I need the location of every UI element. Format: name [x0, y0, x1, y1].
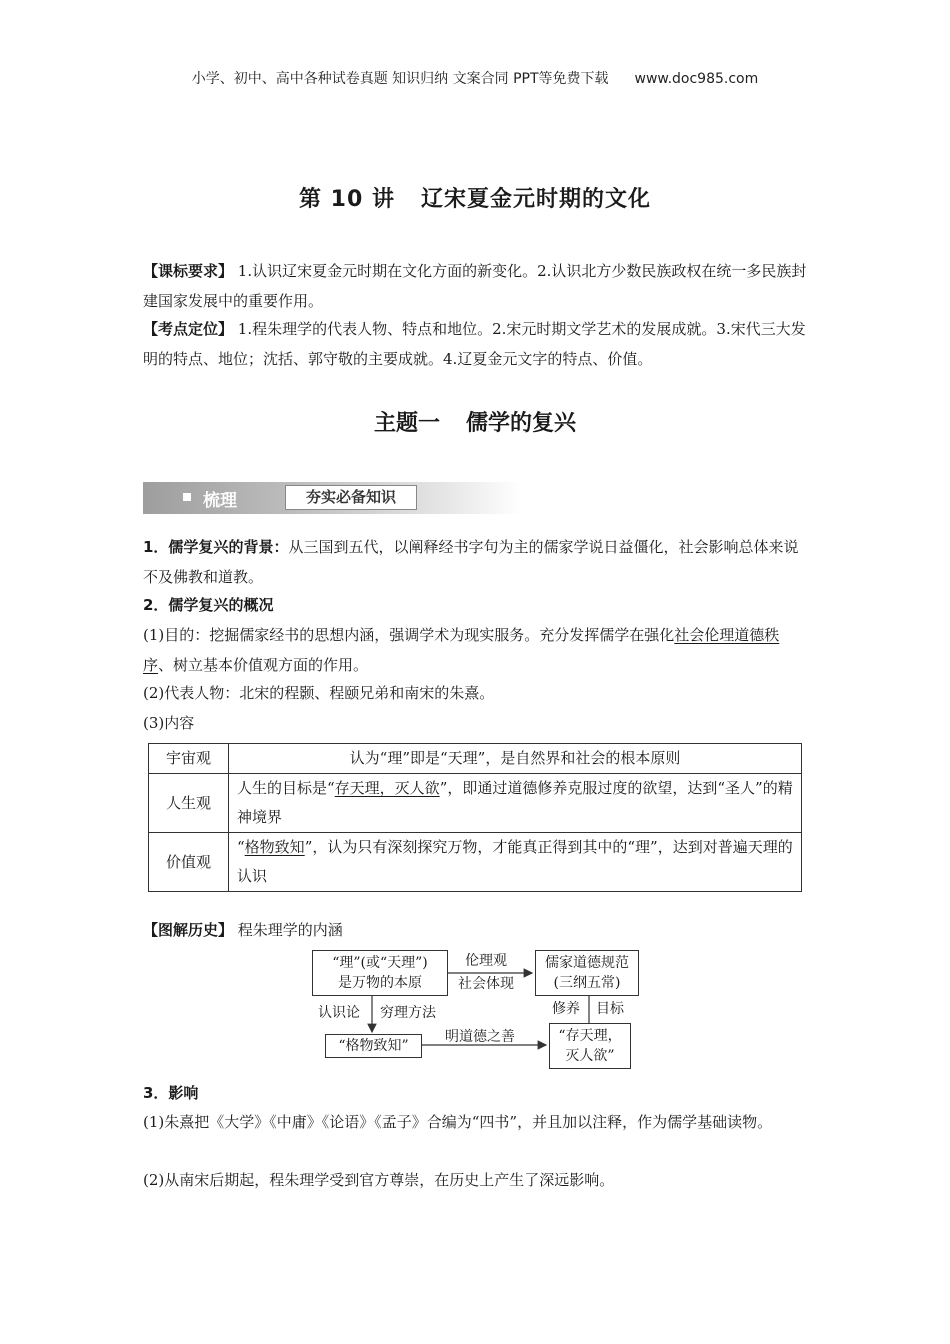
illustration-tag: 【图解历史】	[143, 921, 234, 939]
table-row	[149, 744, 802, 774]
representatives-paragraph: (2)代表人物：北宋的程颢、程颐兄弟和南宋的朱熹。	[143, 684, 495, 702]
header-text: 小学、初中、高中各种试卷真题 知识归纳 文案合同 PPT等免费下载	[191, 71, 609, 87]
purpose-text-b: 、树立基本价值观方面的作用。	[158, 656, 369, 674]
purpose-text-a: (1)目的：挖掘儒家经书的思想内涵，强调学术为现实服务。充分发挥儒学在强化	[143, 626, 675, 644]
label-social: 社会体现	[458, 976, 514, 992]
requirements-text: 1.认识辽宋夏金元时期在文化方面的新变化。2.认识北方少数民族政权在统一多民族封建国家发展中的重要作用。	[143, 262, 807, 310]
lesson-number: 第 10 讲	[299, 187, 395, 212]
banner-sub-label: 夯实必备知识	[285, 485, 417, 510]
focus-tag: 【考点定位】	[143, 320, 234, 338]
purpose-paragraph	[143, 620, 807, 680]
label-epistemology: 认识论	[318, 1005, 360, 1021]
section-1-text: 从三国到五代，以阐释经书字句为主的儒家学说日益僵化，社会影响总体来说不及佛教和道教。	[143, 538, 799, 586]
label-ethics: 伦理观	[465, 953, 507, 969]
diagram-box-norms: 儒家道德规范 (三纲五常)	[535, 950, 639, 996]
content-label: (3)内容	[143, 714, 195, 732]
banner-label: 梳理	[203, 491, 237, 511]
impact-paragraph-2: (2)从南宋后期起，程朱理学受到官方尊崇，在历史上产生了深远影响。	[143, 1171, 615, 1189]
diagram-box-li: “理”(或“天理”) 是万物的本原	[312, 950, 448, 996]
section-2-heading: 2．儒学复兴的概况	[143, 596, 274, 614]
illustration-heading	[143, 915, 807, 945]
impact-paragraph-1: (1)朱熹把《大学》《中庸》《论语》《孟子》合编为“四书”，并且加以注释，作为儒学基础读物。	[143, 1113, 773, 1131]
label-virtue: 明道德之善	[445, 1029, 515, 1045]
section-1	[143, 532, 807, 592]
impact-heading: 3．影响	[143, 1084, 199, 1102]
table-row	[149, 774, 802, 833]
label-method: 穷理方法	[380, 1005, 436, 1021]
table-value: “格物致知”，认为只有深刻探究万物，才能真正得到其中的“理”，达到对普遍天理的认识	[229, 833, 802, 892]
requirements-tag: 【课标要求】	[143, 262, 234, 280]
lesson-title	[0, 182, 950, 213]
lixue-diagram	[300, 946, 645, 1074]
diagram-box-gewu: “格物致知”	[325, 1034, 422, 1058]
theme-heading	[0, 406, 950, 437]
label-goal: 目标	[596, 1001, 624, 1017]
table-key: 宇宙观	[149, 744, 229, 774]
illustration-text: 程朱理学的内涵	[237, 921, 343, 939]
content-table	[148, 743, 802, 892]
table-underline: 存天理，灭人欲	[334, 779, 440, 797]
table-key: 价值观	[149, 833, 229, 892]
table-key: 人生观	[149, 774, 229, 833]
table-value: 认为“理”即是“天理”，是自然界和社会的根本原则	[229, 744, 802, 774]
theme-number: 主题一	[373, 411, 440, 436]
table-row	[149, 833, 802, 892]
table-underline: 格物致知	[244, 838, 305, 856]
table-value: 人生的目标是“存天理，灭人欲”，即通过道德修养克服过度的欲望，达到“圣人”的精神境界	[229, 774, 802, 833]
lesson-name: 辽宋夏金元时期的文化	[420, 187, 651, 212]
page-header	[0, 68, 950, 88]
banner-square-icon	[183, 493, 191, 501]
focus-paragraph	[143, 314, 807, 374]
focus-text: 1.程朱理学的代表人物、特点和地位。2.宋元时期文学艺术的发展成就。3.宋代三大发明的特点、地位；沈括、郭守敬的主要成就。4.辽夏金元文字的特点、价值。	[143, 320, 806, 368]
purpose-underline: 社会伦理道德秩序	[143, 626, 780, 674]
diagram-box-cuntianli: “存天理， 灭人欲”	[549, 1023, 631, 1069]
section-1-heading: 1．儒学复兴的背景：	[143, 538, 289, 556]
theme-name: 儒学的复兴	[466, 411, 577, 436]
header-site-link[interactable]: www.doc985.com	[634, 71, 759, 87]
label-cultivation: 修养	[552, 1001, 580, 1017]
section-banner	[143, 482, 521, 514]
requirements-paragraph	[143, 256, 807, 316]
